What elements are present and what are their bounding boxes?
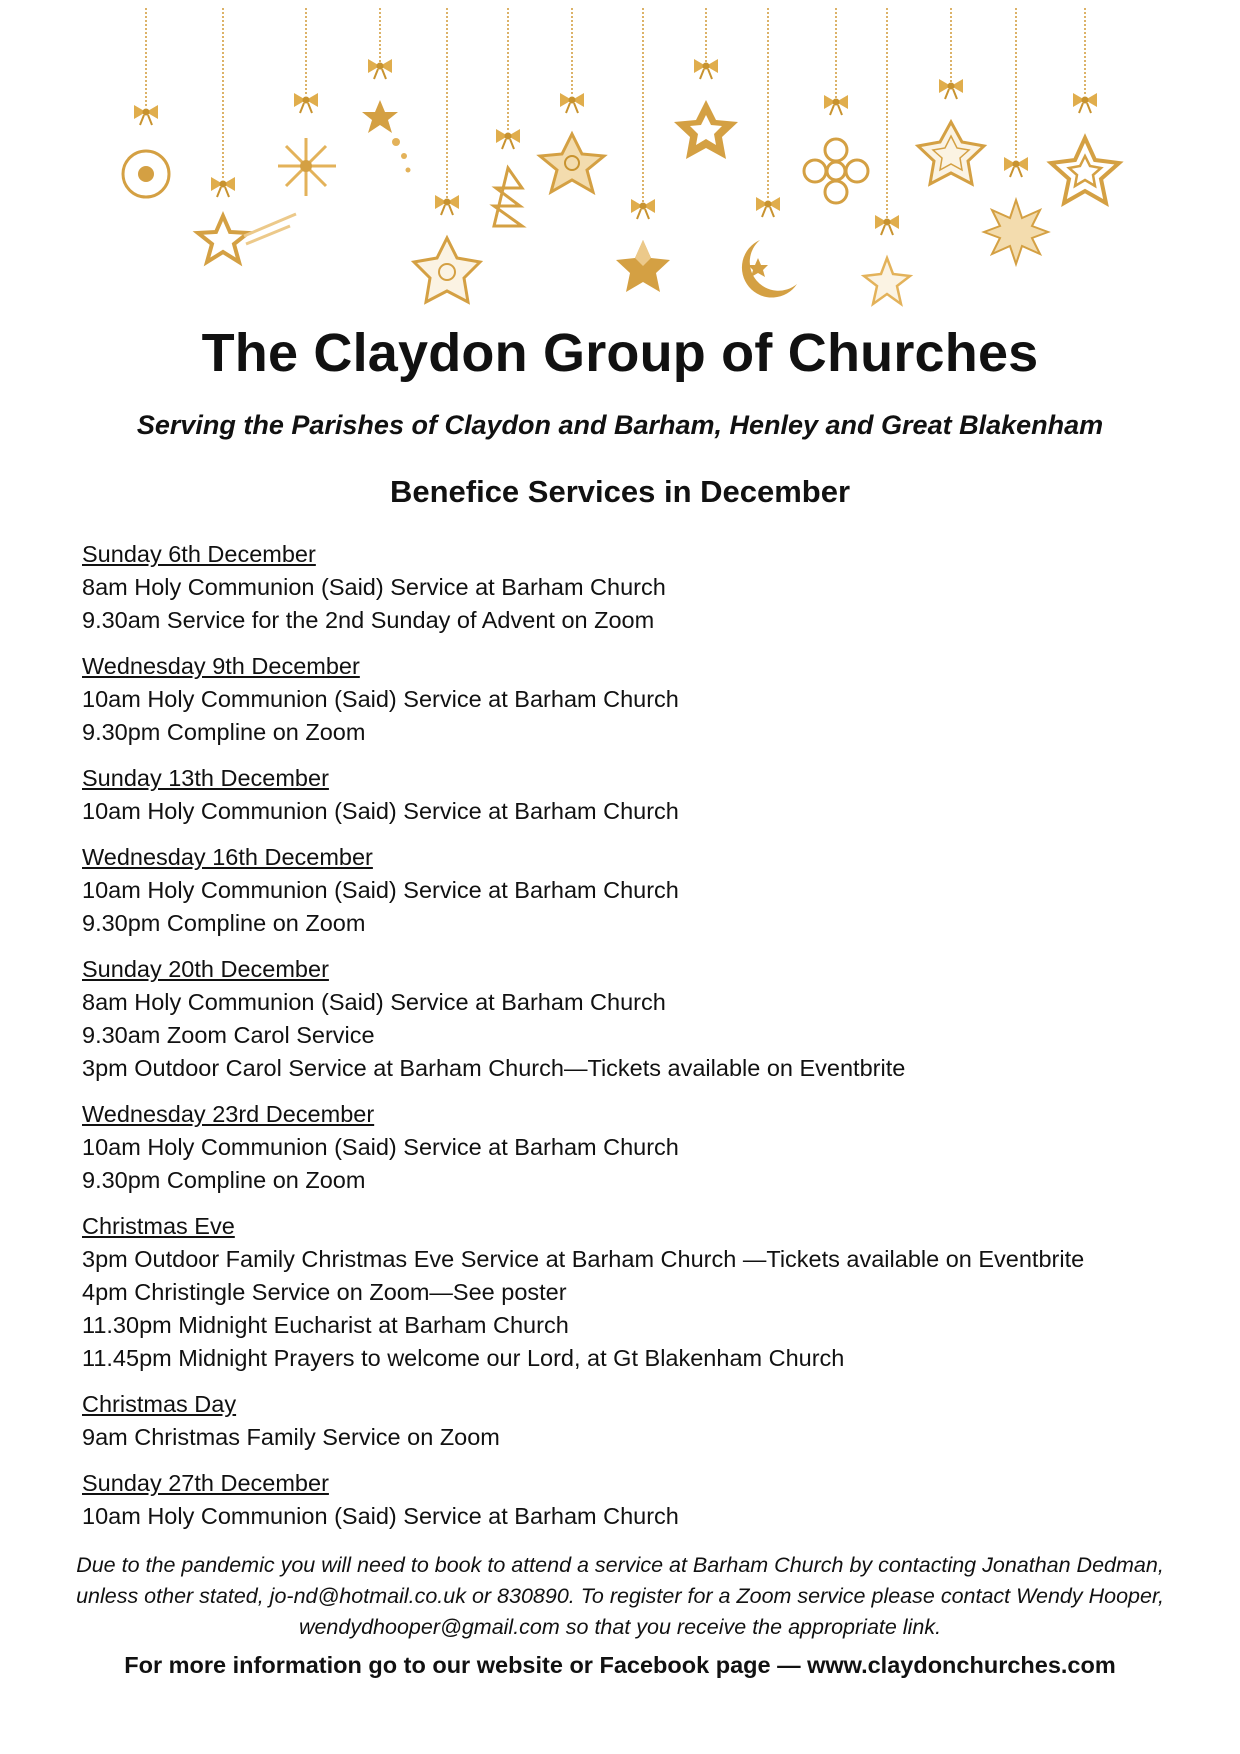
service-item: 10am Holy Communion (Said) Service at Barham Church: [82, 1503, 679, 1529]
service-schedule: [82, 538, 1182, 1546]
service-item: 10am Holy Communion (Said) Service at Barham Church: [82, 877, 679, 903]
service-day-block: [82, 1388, 1182, 1454]
christmas-tree-icon: [494, 129, 522, 226]
crescent-moon-icon: [742, 197, 797, 298]
subtitle: Serving the Parishes of Claydon and Barham, Henley and Great Blakenham: [136, 410, 1104, 440]
page-title: The Claydon Group of Churches: [201, 323, 1039, 383]
hanging-ornaments: [0, 0, 1240, 320]
service-day: Sunday 27th December: [82, 1470, 329, 1496]
service-day: Wednesday 16th December: [82, 844, 373, 870]
sparkle-burst-icon: [278, 93, 336, 196]
service-day-block: [82, 762, 1182, 828]
service-item: 10am Holy Communion (Said) Service at Barham Church: [82, 1134, 679, 1160]
service-item: 9.30am Service for the 2nd Sunday of Advent on Zoom: [82, 607, 655, 633]
star-outline-icon: [674, 59, 738, 159]
double-star-icon: [1051, 93, 1119, 203]
service-day: Sunday 20th December: [82, 956, 329, 982]
service-item: 11.45pm Midnight Prayers to welcome our Lord, at Gt Blakenham Church: [82, 1345, 845, 1371]
service-day: Wednesday 23rd December: [82, 1101, 375, 1127]
faceted-star-icon: [918, 79, 984, 184]
small-star-icon: [864, 215, 910, 304]
service-day-block: [82, 538, 1182, 637]
service-item: 4pm Christingle Service on Zoom—See poster: [82, 1279, 567, 1305]
service-day: Sunday 6th December: [82, 541, 316, 567]
snowflake-star-icon: [414, 195, 480, 302]
service-item: 10am Holy Communion (Said) Service at Barham Church: [82, 686, 679, 712]
service-day-block: [82, 1467, 1182, 1533]
service-day-block: [82, 1210, 1182, 1375]
service-item: 11.30pm Midnight Eucharist at Barham Church: [82, 1312, 569, 1338]
service-item: 9.30pm Compline on Zoom: [82, 1167, 366, 1193]
service-day-block: [82, 841, 1182, 940]
service-item: 9.30pm Compline on Zoom: [82, 719, 366, 745]
service-day-block: [82, 953, 1182, 1085]
service-day: Christmas Day: [82, 1391, 237, 1417]
service-item: 9am Christmas Family Service on Zoom: [82, 1424, 500, 1450]
service-day: Christmas Eve: [82, 1213, 235, 1239]
footer-website: For more information go to our website or Facebook page — www.claydonchurches.com: [124, 1652, 1116, 1678]
service-day: Wednesday 9th December: [82, 653, 360, 679]
star-bauble-icon: [540, 93, 604, 192]
service-day-block: [82, 1098, 1182, 1197]
section-heading: Benefice Services in December: [389, 474, 851, 509]
nautical-star-icon: [616, 199, 670, 292]
service-item: 9.30am Zoom Carol Service: [82, 1022, 375, 1048]
shooting-star-icon: [198, 177, 296, 262]
service-item: 10am Holy Communion (Said) Service at Barham Church: [82, 798, 679, 824]
sun-ornament-icon: [123, 105, 169, 197]
service-day: Sunday 13th December: [82, 765, 329, 791]
service-day-block: [82, 650, 1182, 749]
service-item: 8am Holy Communion (Said) Service at Barham Church: [82, 574, 666, 600]
starburst-icon: [984, 157, 1048, 264]
service-item: 3pm Outdoor Family Christmas Eve Service at Barham Church —Tickets available on Eventbrite: [82, 1246, 1085, 1272]
flower-ornament-icon: [804, 95, 868, 203]
service-item: 3pm Outdoor Carol Service at Barham Church—Tickets available on Eventbrite: [82, 1055, 906, 1081]
booking-note: Due to the pandemic you will need to book to attend a service at Barham Church by contacting Jonathan Dedman, unless other stated, jo-nd@hotmail.co.uk or 830890. To register for a Zoom service please contact Wendy Hooper, wendydhooper@gmail.com so that you receive the appropriate link.: [76, 1553, 1164, 1639]
service-item: 8am Holy Communion (Said) Service at Barham Church: [82, 989, 666, 1015]
service-item: 9.30pm Compline on Zoom: [82, 910, 366, 936]
star-cluster-icon: [362, 59, 411, 173]
